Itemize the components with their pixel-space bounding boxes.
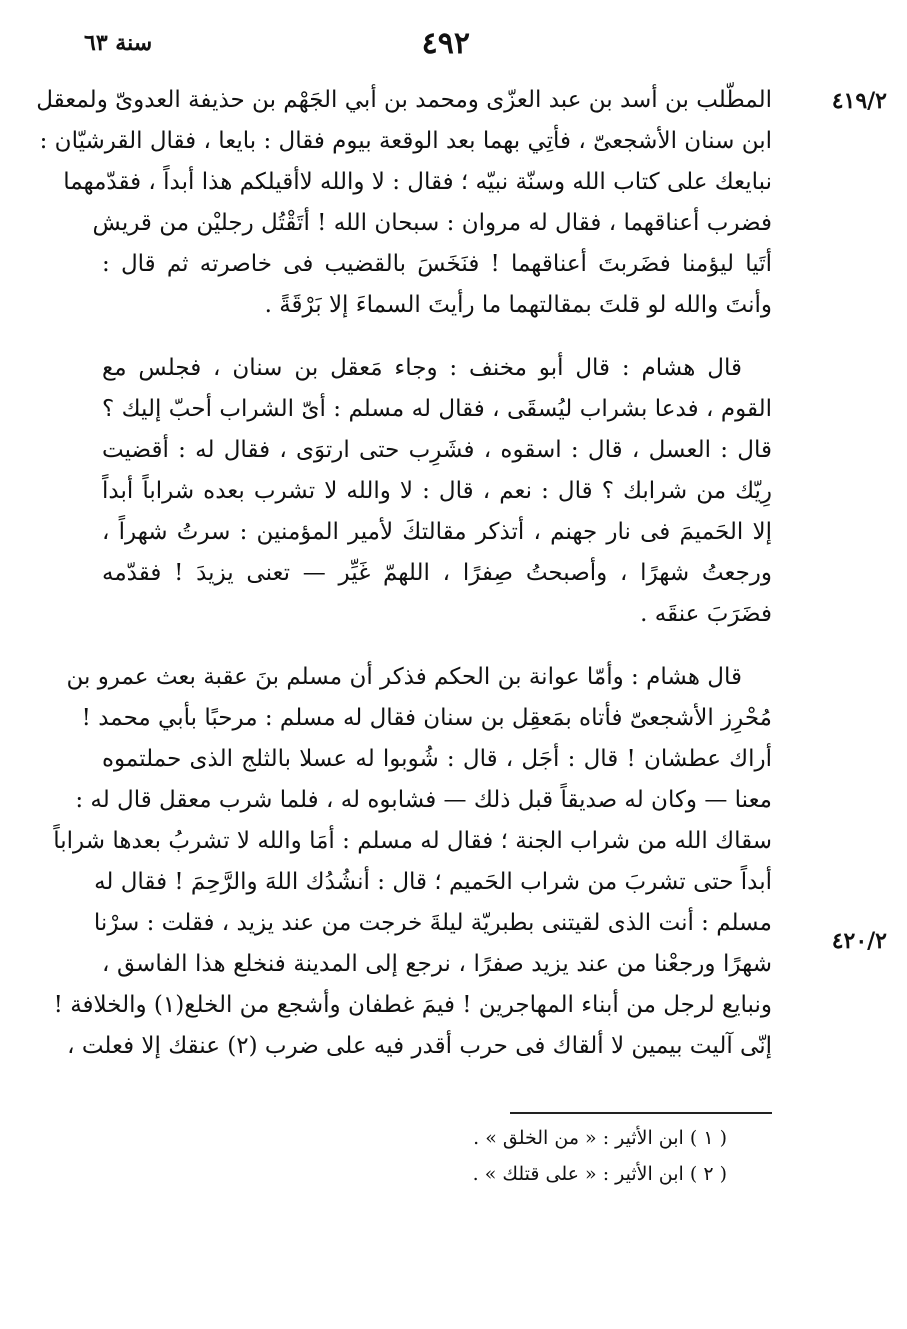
page-header [70, 26, 770, 66]
text-line: وأنتَ والله لو قلتَ بمقالتهما ما رأيتَ السماءَ إلا بَرْقَةً . [264, 292, 772, 318]
text-line: معنا — وكان له صديقاً قبل ذلك — فشابوه له ، فلما شرب معقل قال له : [75, 787, 772, 813]
text-line: ونبايع لرجل من أبناء المهاجرين ! فيمَ غطفان وأشجع من الخلع(١) والخلافة ! [53, 992, 772, 1018]
footnote: ( ١ ) ابن الأثير : « من الخلق » . [473, 1127, 727, 1149]
paragraph-spacer [102, 326, 772, 348]
text-line: مُحْرِز الأشجعىّ فأتاه بمَعقِل بن سنان فقال له مسلم : مرحبًا بأبي محمد ! [81, 705, 772, 731]
margin-reference: ٤٢٠/٢ [831, 928, 887, 954]
margin-reference: ٤١٩/٢ [831, 88, 887, 114]
text-line: القوم ، فدعا بشراب ليُسقَى ، فقال له مسلم : أىّ الشراب أحبّ إليك ؟ [102, 396, 772, 422]
paragraph [36, 80, 772, 326]
paragraph [102, 348, 772, 635]
text-line: المطّلب بن أسد بن عبد العزّى ومحمد بن أبي الجَهْم بن حذيفة العدوىّ ولمعقل [36, 87, 772, 113]
text-line: شهرًا ورجعْنا من عند يزيد صفرًا ، نرجع إلى المدينة فنخلع هذا الفاسق ، [102, 951, 772, 977]
text-line: سقاك الله من شراب الجنة ؛ فقال له مسلم : أمَا والله لا تشربُ بعدها شراباً [53, 828, 772, 854]
text-line: إنّى آليت بيمين لا ألقاك فى حرب أقدر فيه على ضرب (٢) عنقك إلا فعلت ، [67, 1033, 772, 1059]
text-line: ورجعتُ شهرًا ، وأصبحتُ صِفرًا ، اللهمّ غَيِّر — تعنى يزيدَ ! فقدّمه [102, 560, 772, 586]
text-line: قال : العسل ، قال : اسقوه ، فشَرِب حتى ارتوَى ، فقال له : أقضيت [102, 437, 772, 463]
footnotes [327, 1120, 727, 1192]
paragraph [53, 657, 772, 1067]
text-line: أراك عطشان ! قال : أجَل ، قال : شُوبوا له عسلا بالثلج الذى حملتموه [102, 746, 772, 772]
main-text [36, 80, 772, 1067]
year-label: سنة ٦٣ [84, 30, 153, 56]
footnote: ( ٢ ) ابن الأثير : « على قتلك » . [472, 1163, 727, 1185]
text-line: إلا الحَميمَ فى نار جهنم ، أتذكر مقالتكَ لأمير المؤمنين : سرتُ شهراً ، [102, 519, 772, 545]
text-line: ابن سنان الأشجعىّ ، فأتِي بهما بعد الوقعة بيوم فقال : بايعا ، فقال القرشيّان : [39, 128, 772, 154]
text-line: نبايعك على كتاب الله وسنّة نبيّه ؛ فقال : لا والله لاأقيلكم هذا أبداً ، فقدّمهما [63, 169, 772, 195]
text-line: فضرب أعناقهما ، فقال له مروان : سبحان الله ! أتَقْتُل رجليْن من قريش [92, 210, 772, 236]
paragraph-spacer [102, 635, 772, 657]
text-line: قال هشام : وأمّا عوانة بن الحكم فذكر أن مسلم بنَ عقبة بعث عمرو بن [66, 664, 742, 690]
text-line: مسلم : أنت الذى لقيتنى بطبريّة ليلةَ خرجت من عند يزيد ، فقلت : سرْنا [93, 910, 772, 936]
text-line: أتَيا ليؤمنا فضَربتَ أعناقهما ! فنَخَسَ بالقضيب فى خاصرته ثم قال : [102, 251, 772, 277]
text-line: أبداً حتى تشربَ من شراب الحَميم ؛ قال : أنشُدُك اللهَ والرَّحِمَ ! فقال له [94, 869, 772, 895]
page-number: ٤٩٢ [421, 26, 470, 61]
text-line: فضَرَبَ عنقَه . [640, 601, 772, 627]
text-line: رِيّك من شرابك ؟ قال : نعم ، قال : لا والله لا تشرب بعده شراباً أبداً [102, 478, 772, 504]
footnote-divider [510, 1112, 772, 1114]
text-line: قال هشام : قال أبو مخنف : وجاء مَعقل بن سنان ، فجلس مع [102, 355, 742, 381]
